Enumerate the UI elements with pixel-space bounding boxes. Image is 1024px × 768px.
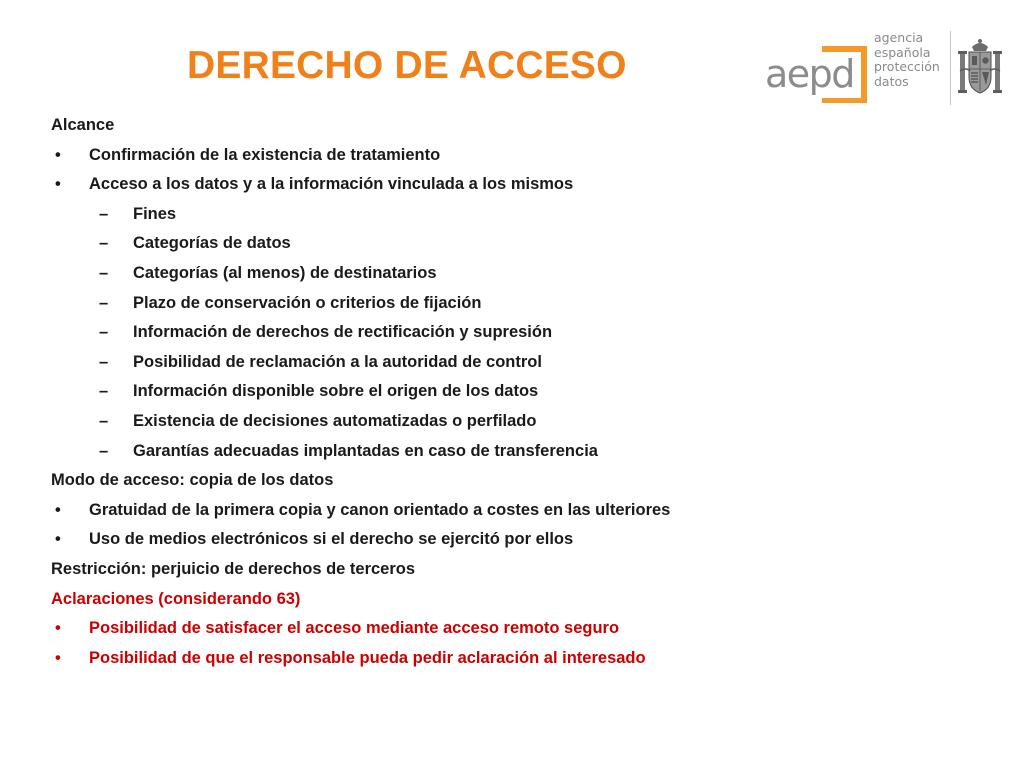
- bullet-marker: •: [55, 648, 61, 667]
- dash-marker: –: [99, 411, 109, 430]
- section-heading: [51, 585, 751, 615]
- dash-marker: –: [99, 234, 109, 253]
- sub-bullet-item: [51, 259, 751, 289]
- line-text: Categorías de datos: [133, 234, 291, 253]
- bullet-marker: •: [55, 175, 61, 194]
- aepd-logo: [764, 27, 1004, 111]
- line-text: Posibilidad de satisfacer el acceso mediante acceso remoto seguro: [89, 619, 620, 638]
- aepd-wordmark-text: aepd: [765, 52, 854, 96]
- line-text: Plazo de conservación o criterios de fijación: [133, 293, 482, 312]
- bullet-item: [51, 141, 751, 171]
- line-text: Categorías (al menos) de destinatarios: [133, 263, 437, 282]
- dash-marker: –: [99, 293, 109, 312]
- line-text: Confirmación de la existencia de tratamiento: [89, 145, 441, 164]
- line-text: Información disponible sobre el origen de los datos: [133, 382, 539, 401]
- sub-bullet-item: [51, 348, 751, 378]
- sub-bullet-item: [51, 200, 751, 230]
- line-text: Fines: [133, 204, 177, 223]
- section-heading: [51, 466, 751, 496]
- line-text: Aclaraciones (considerando 63): [51, 589, 301, 608]
- dash-marker: –: [99, 441, 109, 460]
- dash-marker: –: [99, 323, 109, 342]
- sub-bullet-item: [51, 289, 751, 319]
- section-heading: [51, 111, 751, 141]
- aepd-tagline: [874, 31, 954, 89]
- content-list: [51, 111, 751, 673]
- dash-marker: –: [99, 204, 109, 223]
- section-heading: [51, 555, 751, 585]
- sub-bullet-item: [51, 407, 751, 437]
- aepd-tagline-line: protección: [874, 59, 940, 74]
- bullet-item: [51, 644, 751, 674]
- aepd-tagline-line: datos: [874, 73, 909, 89]
- line-text: Acceso a los datos y a la información vinculada a los mismos: [89, 175, 574, 194]
- line-text: Restricción: perjuicio de derechos de terceros: [51, 559, 416, 578]
- line-text: Uso de medios electrónicos si el derecho se ejercitó por ellos: [89, 530, 574, 549]
- slide-title: DERECHO DE ACCESO: [187, 44, 627, 87]
- logo-divider: [950, 31, 951, 105]
- bullet-item: [51, 496, 751, 526]
- line-text: Posibilidad de reclamación a la autoridad de control: [133, 352, 542, 371]
- line-text: Modo de acceso: copia de los datos: [51, 471, 334, 490]
- line-text: Información de derechos de rectificación y supresión: [133, 323, 553, 342]
- line-text: Alcance: [51, 116, 115, 134]
- dash-marker: –: [99, 382, 109, 401]
- sub-bullet-item: [51, 229, 751, 259]
- sub-bullet-item: [51, 318, 751, 348]
- line-text: Existencia de decisiones automatizadas o perfilado: [133, 411, 537, 430]
- bullet-item: [51, 614, 751, 644]
- dash-marker: –: [99, 352, 109, 371]
- dash-marker: –: [99, 263, 109, 282]
- spain-coat-of-arms-icon: [958, 37, 1002, 99]
- line-text: Posibilidad de que el responsable pueda pedir aclaración al interesado: [89, 648, 646, 667]
- sub-bullet-item: [51, 377, 751, 407]
- bullet-marker: •: [55, 619, 61, 638]
- aepd-tagline-line: agencia: [874, 30, 924, 45]
- bullet-marker: •: [55, 145, 61, 164]
- bullet-marker: •: [55, 530, 61, 549]
- aepd-tagline-line: española: [874, 44, 931, 60]
- sub-bullet-item: [51, 437, 751, 467]
- line-text: Gratuidad de la primera copia y canon orientado a costes en las ulteriores: [89, 500, 671, 519]
- bullet-item: [51, 170, 751, 200]
- bullet-item: [51, 525, 751, 555]
- line-text: Garantías adecuadas implantadas en caso de transferencia: [133, 441, 598, 460]
- aepd-wordmark-icon: [764, 43, 874, 103]
- bullet-marker: •: [55, 500, 61, 519]
